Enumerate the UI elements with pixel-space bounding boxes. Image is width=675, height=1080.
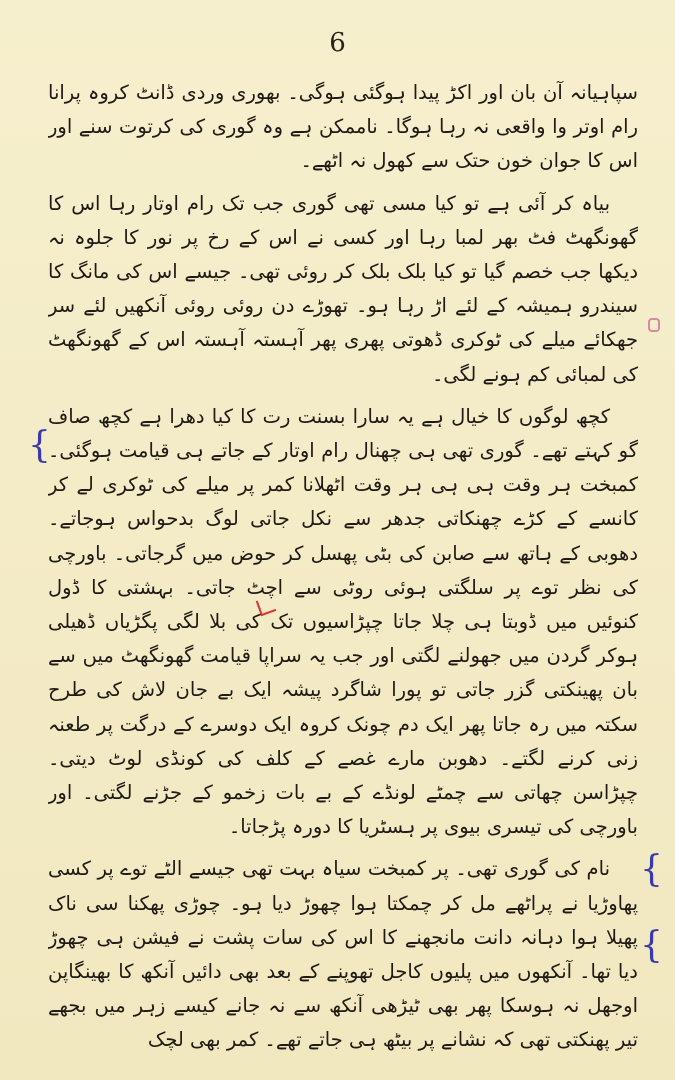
paragraph-2: بیاہ کر آئی ہے تو کیا مسی تھی گوری جب تک رام اوتار رہا اس کا گھونگھٹ فٹ بھر لمبا رہا اور کسی نے اس کے رخ پر نور کا جلوہ نہ دیکھا جب خصم گیا تو کیا بلک بلک کر روئی تھی۔ جیسے اس کی مانگ کا سیندرو ہمیشہ کے لئے اڑ رہا ہو۔ تھوڑے دن روئی روئی آنکھیں لئے سر جھکائے میلے کی ٹوکری ڈھوتی پھری پھر آہستہ آہستہ اس کے گھونگھٹ کی لمبائی کم ہونے لگی۔ — [48, 191, 638, 386]
paragraph-3: کچھ لوگوں کا خیال ہے یہ سارا بسنت رت کا کیا دھرا ہے کچھ صاف گو کہتے تھے۔ گوری تھی ہی چھنال رام اوتار کے جاتے ہی قیامت ہوگئی۔ کمبخت ہر وقت ہی ہی ہر وقت اٹھلانا کمر پر میلے کی ٹوکری لے کر کانسے کے کڑے چھنکاتی جدھر سے نکل جاتی لوگ بدحواس ہوجاتے۔ دھوبی کے ہاتھ سے صابن کی بٹی پھسل کر حوض میں گرجاتی۔ باورچی کی نظر توے پر سلگتی ہوئی روٹی سے اچٹ جاتی۔ بہشتی کا ڈول کنوئیں میں ڈوبتا ہی چلا جاتا چپڑاسیوں تک کی بلا لگی پگڑیاں ڈھیلی ہوکر گردن میں جھولنے لگتی اور جب یہ سراپا قیامت گھونگھٹ میں سے بان پھینکتی گزر جاتی تو پورا شاگرد پیشہ ایک بے جان لاش کی طرح سکتہ میں رہ جاتا پھر ایک دم چونک کروہ ایک دوسرے کے درگت پر طعنہ زنی کرنے لگتے۔ دھوبن مارے غصے کے کلف کی کونڈی لوٹ دیتی۔ چپڑاسن چھاتی سے چمٹے لونڈے کے بے بات زخمو کے جڑنے لگتی۔ اور باورچی کی تیسری بیوی پر ہسٹریا کا دورہ پڑجاتا۔ — [48, 404, 638, 839]
paragraph-1: سپاہیانہ آن بان اور اکڑ پیدا ہوگئی ہوگی۔ بھوری وردی ڈانٹ کروہ پرانا رام اوتر وا واقعی نہ رہا ہوگا۔ ناممکن ہے وہ گوری کی کرتوت سنے اور اس کا جوان خون حتک سے کھول نہ اٹھے۔ — [48, 81, 638, 173]
margin-brace-icon: { — [640, 925, 663, 966]
urdu-text-body — [48, 76, 638, 1066]
page-number: 6 — [329, 28, 346, 58]
paragraph-4: نام کی گوری تھی۔ پر کمبخت سیاہ بہت تھی جیسے الٹے توے پر کسی پھاوڑیا نے پراٹھے مل کر چمکتا ہوا چھوڑ دیا ہو۔ چوڑی پھکنا سی ناک پھیلا ہوا دہانہ دانت مانجھنے کا اس کی سات پشت نے فیشن ہی چھوڑ دیا تھا۔ آنکھوں میں پلیوں کاجل تھوپنے کے بعد بھی دائیں آنکھ کا بھینگاپن اوجھل نہ ہوسکا پھر بھی ٹیڑھی آنکھ سے نہ جانے کیسے زہر میں بجھے تیر پھنکتی تھی کہ نشانے پر بیٹھ ہی جاتے تھے۔ کمر بھی لچک — [48, 857, 638, 1052]
margin-brace-icon: { — [28, 425, 51, 466]
margin-brace-icon: { — [640, 849, 663, 890]
pink-mark-icon — [648, 318, 660, 332]
